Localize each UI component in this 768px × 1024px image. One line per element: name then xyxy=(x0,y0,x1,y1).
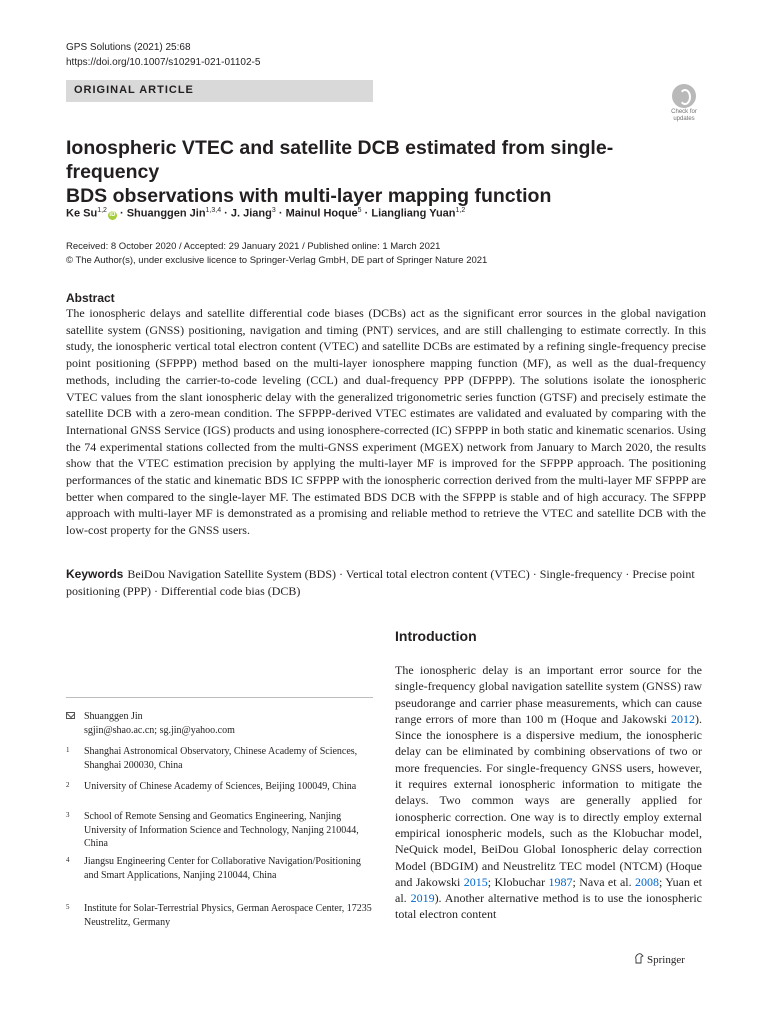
check-for-updates-badge[interactable] xyxy=(664,84,704,124)
author-affiliation: 1,2 xyxy=(455,207,466,214)
footnote-divider xyxy=(66,697,373,698)
affiliation-text: School of Remote Sensing and Geomatics Engineering, Nanjing University of Information Science and Technology, Nanjing 210044, China xyxy=(84,811,359,849)
author-affiliation: 3 xyxy=(271,207,276,214)
publication-dates xyxy=(66,240,487,268)
affiliation-text: Institute for Solar-Terrestrial Physics, German Aerospace Center, 17235 Neustrelitz, Germany xyxy=(84,903,372,928)
affiliation-number: 4 xyxy=(66,856,70,864)
author-separator: · xyxy=(116,207,127,220)
article-type-label: ORIGINAL ARTICLE xyxy=(74,84,194,96)
title-line-1: Ionospheric VTEC and satellite DCB estimated from single-frequency xyxy=(66,137,614,183)
affiliation-footnote xyxy=(66,855,376,882)
corresponding-author xyxy=(66,710,376,737)
citation-link[interactable]: 1987 xyxy=(548,874,573,889)
intro-text-run: ). Another alternative method is to use the ionospheric total electron content xyxy=(395,891,702,922)
author-affiliation: 1,3,4 xyxy=(205,207,222,214)
affiliation-footnote xyxy=(66,780,376,794)
author-separator: · xyxy=(361,207,372,220)
journal-citation xyxy=(66,40,260,70)
affiliation-number: 1 xyxy=(66,746,70,754)
keywords-block xyxy=(66,566,706,600)
citation-link[interactable]: 2019 xyxy=(410,891,435,906)
intro-text-run: ; Yuan et al. xyxy=(395,874,702,906)
affiliation-text: University of Chinese Academy of Sciences, Beijing 100049, China xyxy=(84,781,357,792)
copyright-line: © The Author(s), under exclusive licence to Springer-Verlag GmbH, DE part of Springer Nature 2021 xyxy=(66,255,488,266)
article-title xyxy=(66,136,706,208)
check-updates-icon xyxy=(672,84,696,108)
author-separator: · xyxy=(221,207,231,220)
abstract-heading: Abstract xyxy=(66,291,115,305)
citation-link[interactable]: 2008 xyxy=(635,874,660,889)
citation-link[interactable]: 2015 xyxy=(463,874,488,889)
introduction-heading: Introduction xyxy=(395,628,477,644)
springer-horse-icon xyxy=(634,953,644,964)
affiliation-number: 3 xyxy=(66,811,70,819)
abstract-body: The ionospheric delays and satellite differential code biases (DCBs) act as the significant error sources in the global navigation satellite system (GNSS) positioning, navigation and timing (PNT) services, and are still challenging to estimate correctly. In this study, the ionospheric vertical total electron content (VTEC) and satellite DCBs are estimated by a refining single-frequency precise point positioning (SFPPP) method based on the multi-layer ionosphere mapping function (MF), as well as the dual-frequency methods, including the carrier-to-code leveling (CCL) and dual-frequency PPP (DFPPP). The solutions isolate the ionospheric VTEC values from the slant ionospheric delay with the generalized trigonometric series function (GTSF) and precisely estimate the satellite DCB with a zero-mean condition. The SFPPP-derived VTEC estimates are validated and evaluated by comparing with the International GNSS Service (IGS) products and using ionosphere-corrected (IC) SFPPP in both static and kinematic scenarios. Using the 74 experimental stations collected from the multi-GNSS experiment (MGEX) network from January to March 2020, the results show that the VTEC estimation precision by applying the multi-layer MF is improved for the SFPPP approach. The positioning performances of the static and kinematic BDS IC SFPPP with the ionospheric correction derived from the multi-layer MF SFPPP are better when compared to the single-layer MF. The estimated BDS DCB with the SFPPP is stable and of high accuracy. The SFPPP approach with multi-layer MF is demonstrated as a promising and reliable method to retrieve the VTEC and satellite DCB with the low-cost property for the GNSS users. xyxy=(66,306,706,538)
author-name[interactable]: Mainul Hoque xyxy=(285,207,358,220)
orcid-icon[interactable]: iD xyxy=(109,211,116,218)
intro-text-run: The ionospheric delay is an important error source for the single-frequency global navigation satellite system (GNSS) raw pseudorange and carrier phase measurements, which can cause range errors of more than 100 m (Hoque and Jakowski xyxy=(395,663,702,726)
journal-name-line: GPS Solutions (2021) 25:68 xyxy=(66,42,191,53)
contact-name: Shuanggen Jin xyxy=(84,711,143,722)
author-affiliation: 5 xyxy=(357,207,362,214)
publisher-logo xyxy=(634,953,685,967)
author-name[interactable]: Ke Su xyxy=(66,207,98,220)
doi-link[interactable]: https://doi.org/10.1007/s10291-021-01102-5 xyxy=(66,57,261,68)
affiliation-number: 5 xyxy=(66,903,70,911)
affiliation-text: Shanghai Astronomical Observatory, Chinese Academy of Sciences, Shanghai 200030, China xyxy=(84,746,358,771)
envelope-icon xyxy=(66,712,75,719)
check-updates-label: Check for updates xyxy=(671,109,697,122)
author-name[interactable]: J. Jiang xyxy=(230,207,272,220)
affiliation-footnote xyxy=(66,745,376,772)
publisher-name: Springer xyxy=(647,954,685,966)
intro-text-run: ; Klobuchar xyxy=(487,874,549,889)
author-name[interactable]: Shuanggen Jin xyxy=(126,207,206,220)
author-name[interactable]: Liangliang Yuan xyxy=(371,207,456,220)
affiliation-footnote xyxy=(66,810,376,851)
intro-text-run: ). Since the ionosphere is a dispersive medium, the ionospheric delay can be eliminated by combining observations of two or more frequencies. For single-frequency GNSS users, however, it requires external ionospheric information to mitigate the delays. Two common ways are generally applied for ionospheric correction. One way is to directly employ external empirical ionospheric models, such as the Klobuchar model, NeQuick model, BeiDou Global Ionospheric delay correction Model (BDGIM) and Neustrelitz TEC model (NTCM) (Hoque and Jakowski xyxy=(395,711,702,889)
citation-link[interactable]: 2012 xyxy=(671,711,695,726)
affiliation-text: Jiangsu Engineering Center for Collaborative Navigation/Positioning and Smart Applications, Nanjing 210044, China xyxy=(84,856,361,881)
affiliation-number: 2 xyxy=(66,781,70,789)
author-affiliation: 1,2 xyxy=(97,207,107,214)
history-dates: Received: 8 October 2020 / Accepted: 29 January 2021 / Published online: 1 March 2021 xyxy=(66,241,441,252)
intro-text-run: ; Nava et al. xyxy=(572,874,636,889)
title-line-2: BDS observations with multi-layer mapping function xyxy=(66,185,552,207)
affiliation-footnote xyxy=(66,902,376,929)
contact-email[interactable]: sgjin@shao.ac.cn; sg.jin@yahoo.com xyxy=(84,724,235,736)
author-separator: · xyxy=(275,207,286,220)
introduction-body xyxy=(395,662,702,923)
author-list xyxy=(66,203,706,222)
keywords-list: BeiDou Navigation Satellite System (BDS) · Vertical total electron content (VTEC) · Single-frequency · Precise point positioning (PPP) · Differential code bias (DCB) xyxy=(66,567,695,598)
keywords-label: Keywords xyxy=(66,567,124,581)
